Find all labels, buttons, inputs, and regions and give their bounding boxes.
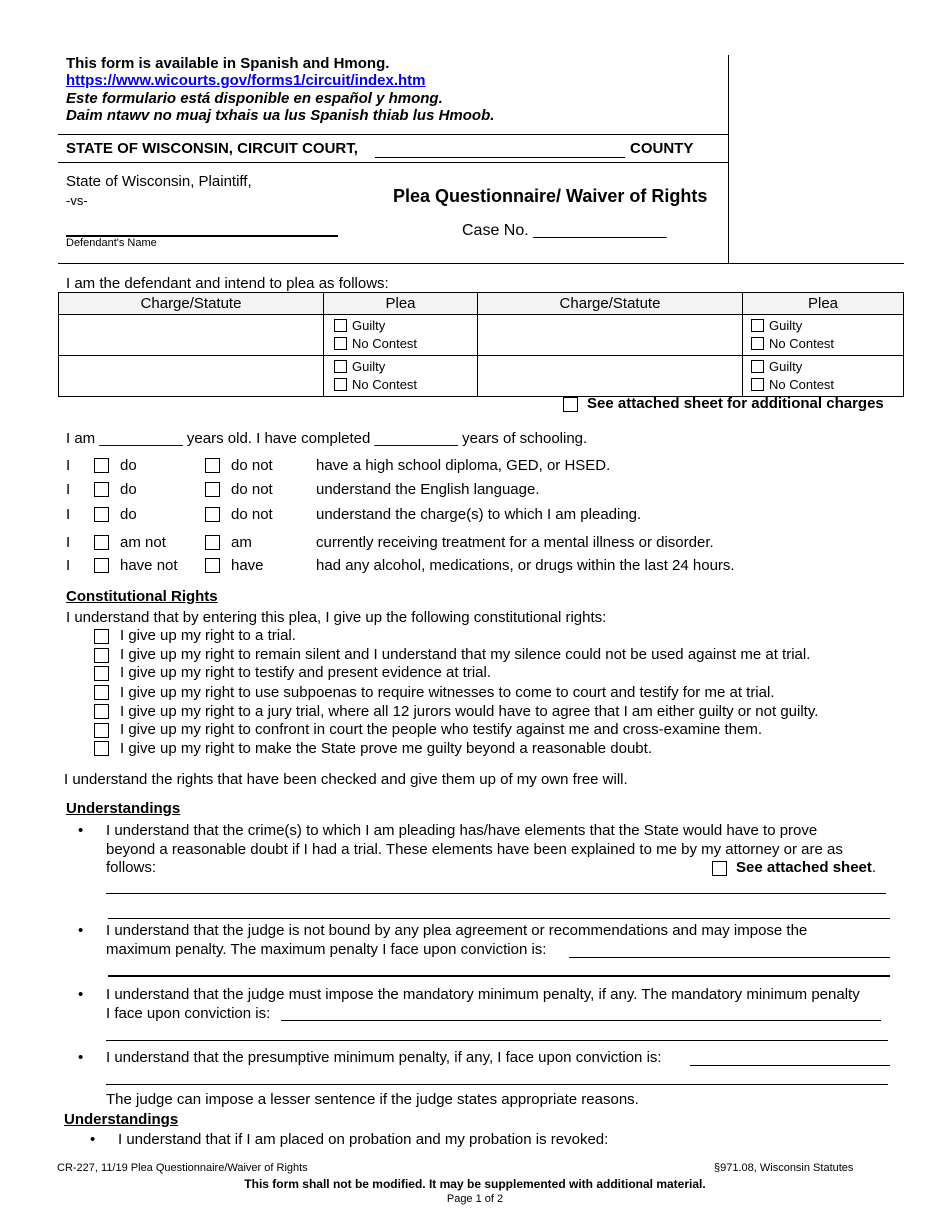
header-right-border [728, 55, 729, 264]
constitutional-intro: I understand that by entering this plea, I give up the following constitutional rights: [66, 609, 607, 626]
col-charge-statute: Charge/Statute [59, 293, 324, 315]
mandatory-min-field[interactable] [106, 1040, 888, 1041]
bullet: • [78, 1049, 84, 1066]
right-text: I give up my right to use subpoenas to require witnesses to come to court and testify for me at trial. [120, 684, 775, 701]
plea-intro: I am the defendant and intend to plea as follows: [66, 275, 389, 292]
elements-text: I understand that the crime(s) to which I am pleading has/have elements that the State would have to prove [106, 822, 818, 839]
max-penalty-field[interactable] [569, 957, 890, 958]
vs-label: -vs- [66, 193, 88, 208]
option-checkbox[interactable] [94, 535, 109, 550]
rights-closing: I understand the rights that have been checked and give them up of my own free will. [64, 771, 628, 788]
charge-cell[interactable] [478, 356, 743, 397]
understandings-heading-2: Understandings [64, 1111, 179, 1128]
county-field[interactable] [375, 157, 625, 158]
statement-text: understand the charge(s) to which I am pleading. [316, 506, 642, 523]
additional-charges-label: See attached sheet for additional charges [587, 395, 884, 412]
elements-field[interactable] [108, 918, 890, 919]
right-text: I give up my right to a jury trial, where all 12 jurors would have to agree that I am either guilty or not guilty. [120, 703, 819, 720]
option-label: have [231, 557, 264, 574]
i-label: I [66, 557, 71, 574]
plea-cell [324, 315, 478, 356]
option-label: do not [231, 457, 273, 474]
availability-note: This form is available in Spanish and Hmong. [66, 55, 390, 72]
option-checkbox[interactable] [94, 458, 109, 473]
no-contest-checkbox[interactable] [334, 337, 347, 350]
right-checkbox[interactable] [94, 741, 109, 756]
bullet: • [90, 1131, 96, 1148]
i-label: I [66, 457, 71, 474]
guilty-checkbox[interactable] [334, 360, 347, 373]
county-label: COUNTY [630, 140, 694, 157]
no-contest-checkbox[interactable] [334, 378, 347, 391]
understandings-heading: Understandings [66, 800, 181, 817]
defendant-name-label: Defendant's Name [66, 237, 157, 249]
plaintiff-label: State of Wisconsin, Plaintiff, [66, 173, 252, 190]
statement-text: currently receiving treatment for a mental illness or disorder. [316, 534, 714, 551]
option-checkbox[interactable] [94, 507, 109, 522]
see-attached-checkbox[interactable] [712, 861, 727, 876]
guilty-label: Guilty [769, 318, 803, 333]
plea-cell [743, 356, 904, 397]
option-checkbox[interactable] [205, 535, 220, 550]
i-label: I [66, 481, 71, 498]
spanish-note: Este formulario está disponible en español y hmong. [66, 90, 443, 107]
elements-text: follows: [106, 859, 157, 876]
col-charge-statute: Charge/Statute [478, 293, 743, 315]
mandatory-min-text: I face upon conviction is: [106, 1005, 271, 1022]
right-text: I give up my right to remain silent and I understand that my silence could not be used against me at trial. [120, 646, 811, 663]
option-label: am not [120, 534, 166, 551]
right-text: I give up my right to make the State prove me guilty beyond a reasonable doubt. [120, 740, 652, 757]
option-label: do [120, 457, 137, 474]
option-checkbox[interactable] [205, 507, 220, 522]
form-title: Plea Questionnaire/ Waiver of Rights [393, 186, 708, 206]
see-attached-label: See attached sheet [736, 859, 872, 876]
right-checkbox[interactable] [94, 704, 109, 719]
no-contest-label: No Contest [352, 336, 418, 351]
divider [58, 162, 728, 163]
no-contest-checkbox[interactable] [751, 378, 764, 391]
lesser-sentence-text: The judge can impose a lesser sentence if the judge states appropriate reasons. [106, 1091, 639, 1108]
right-checkbox[interactable] [94, 648, 109, 663]
option-label: do not [231, 506, 273, 523]
presumptive-min-field[interactable] [690, 1065, 890, 1066]
right-checkbox[interactable] [94, 685, 109, 700]
col-plea: Plea [743, 293, 904, 315]
right-checkbox[interactable] [94, 629, 109, 644]
plea-cell [324, 356, 478, 397]
statute-ref: §971.08, Wisconsin Statutes [714, 1162, 854, 1174]
option-label: do [120, 481, 137, 498]
max-penalty-text: I understand that the judge is not bound by any plea agreement or recommendations and may impose the [106, 922, 808, 939]
charge-cell[interactable] [59, 356, 324, 397]
option-checkbox[interactable] [205, 558, 220, 573]
no-contest-checkbox[interactable] [751, 337, 764, 350]
option-checkbox[interactable] [94, 482, 109, 497]
no-contest-label: No Contest [769, 377, 835, 392]
i-label: I [66, 534, 71, 551]
i-label: I [66, 506, 71, 523]
max-penalty-text: maximum penalty. The maximum penalty I face upon conviction is: [106, 941, 547, 958]
guilty-checkbox[interactable] [334, 319, 347, 332]
age-education-line[interactable]: I am __________ years old. I have completed __________ years of schooling. [66, 430, 588, 447]
mandatory-min-field[interactable] [281, 1020, 881, 1021]
right-text: I give up my right to testify and present evidence at trial. [120, 664, 492, 681]
option-label: am [231, 534, 252, 551]
bullet: • [78, 822, 84, 839]
hmong-note: Daim ntawv no muaj txhais ua lus Spanish thiab lus Hmoob. [66, 107, 495, 124]
option-checkbox[interactable] [94, 558, 109, 573]
option-checkbox[interactable] [205, 458, 220, 473]
guilty-checkbox[interactable] [751, 319, 764, 332]
constitutional-rights-heading: Constitutional Rights [66, 588, 218, 605]
max-penalty-field[interactable] [108, 975, 890, 977]
statement-text: had any alcohol, medications, or drugs within the last 24 hours. [316, 557, 735, 574]
court-label: STATE OF WISCONSIN, CIRCUIT COURT, [66, 140, 358, 157]
right-text: I give up my right to a trial. [120, 627, 296, 644]
presumptive-min-text: I understand that the presumptive minimum penalty, if any, I face upon conviction is: [106, 1049, 662, 1066]
col-plea: Plea [324, 293, 478, 315]
bullet: • [78, 922, 84, 939]
charge-cell[interactable] [478, 315, 743, 356]
form-id: CR-227, 11/19 Plea Questionnaire/Waiver of Rights [57, 1162, 308, 1174]
additional-charges-checkbox[interactable] [563, 397, 578, 412]
option-checkbox[interactable] [205, 482, 220, 497]
bullet: • [78, 986, 84, 1003]
page-number: Page 1 of 2 [446, 1193, 504, 1205]
guilty-checkbox[interactable] [751, 360, 764, 373]
mandatory-min-text: I understand that the judge must impose the mandatory minimum penalty, if any. The mandatory minimum penalty [106, 986, 860, 1003]
option-label: do not [231, 481, 273, 498]
plea-table [58, 292, 904, 397]
statement-text: have a high school diploma, GED, or HSED. [316, 457, 611, 474]
charge-cell[interactable] [59, 315, 324, 356]
guilty-label: Guilty [352, 318, 386, 333]
case-number[interactable]: Case No. _______________ [462, 222, 667, 239]
right-checkbox[interactable] [94, 666, 109, 681]
no-contest-label: No Contest [769, 336, 835, 351]
option-label: have not [120, 557, 178, 574]
forms-link[interactable]: https://www.wicourts.gov/forms1/circuit/index.htm [66, 72, 426, 89]
divider [58, 134, 728, 135]
guilty-label: Guilty [769, 359, 803, 374]
option-label: do [120, 506, 137, 523]
plea-cell [743, 315, 904, 356]
modification-notice: This form shall not be modified. It may be supplemented with additional material. [244, 1177, 706, 1191]
elements-text: beyond a reasonable doubt if I had a trial. These elements have been explained to me by my attorney or are as [106, 841, 843, 858]
presumptive-min-field[interactable] [106, 1084, 888, 1085]
right-checkbox[interactable] [94, 723, 109, 738]
period: . [871, 859, 877, 876]
statement-text: understand the English language. [316, 481, 540, 498]
right-text: I give up my right to confront in court the people who testify against me and cross-examine them. [120, 721, 762, 738]
divider [58, 263, 904, 264]
elements-field[interactable] [106, 893, 886, 894]
probation-text: I understand that if I am placed on probation and my probation is revoked: [118, 1131, 609, 1148]
guilty-label: Guilty [352, 359, 386, 374]
no-contest-label: No Contest [352, 377, 418, 392]
